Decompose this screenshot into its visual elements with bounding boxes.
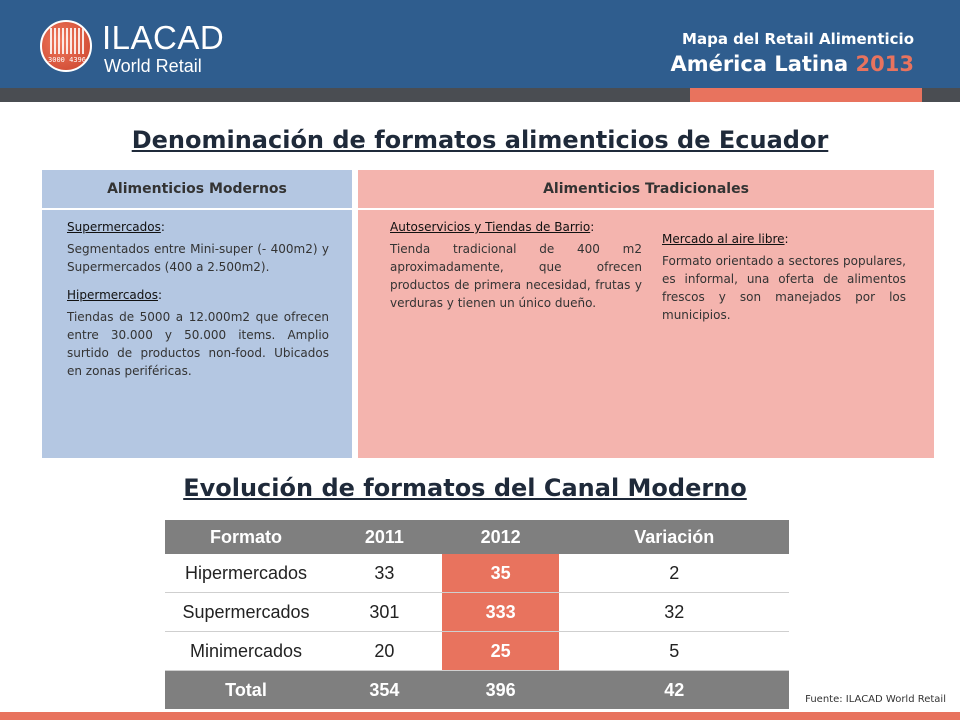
column-header: 2012 (442, 520, 560, 554)
traditional-right-column (662, 232, 906, 324)
table-cell: Hipermercados (165, 554, 327, 593)
term-mercado: Mercado al aire libre: (662, 232, 789, 246)
traditional-formats-box (358, 170, 934, 458)
header-region (670, 52, 914, 76)
table-cell: 42 (559, 671, 789, 710)
term-autoservicios: Autoservicios y Tiendas de Barrio: (390, 220, 595, 234)
table-cell-highlight: 25 (442, 632, 560, 671)
table-cell: 20 (327, 632, 442, 671)
ilacad-logo-icon (40, 20, 92, 72)
barcode-icon (50, 28, 84, 54)
region-label: América Latina (670, 52, 849, 76)
table-header-row (165, 520, 789, 554)
modern-formats-box (42, 170, 352, 458)
table-cell: 301 (327, 593, 442, 632)
term-name: Mercado al aire libre (662, 232, 785, 246)
table-row (165, 632, 789, 671)
column-header: 2011 (327, 520, 442, 554)
table-cell: Supermercados (165, 593, 327, 632)
table-cell: 5 (559, 632, 789, 671)
logo-subtitle: World Retail (104, 56, 202, 76)
table-row (165, 554, 789, 593)
column-header: Formato (165, 520, 327, 554)
section-title: Evolución de formatos del Canal Moderno (183, 474, 747, 502)
desc-supermercados: Segmentados entre Mini-super (- 400m2) y Supermercados (400 a 2.500m2). (67, 242, 329, 274)
term-hipermercados: Hipermercados: (67, 288, 163, 302)
table-cell-highlight: 35 (442, 554, 560, 593)
modern-content (67, 220, 329, 380)
header-bar (0, 0, 960, 88)
page-title: Denominación de formatos alimenticios de Ecuador (131, 126, 829, 154)
term-name: Hipermercados (67, 288, 158, 302)
table-total-row (165, 671, 789, 710)
term-name: Autoservicios y Tiendas de Barrio (390, 220, 591, 234)
desc-mercado: Formato orientado a sectores populares, es informal, una oferta de alimentos frescos y son manejados por los municipios. (662, 254, 906, 322)
traditional-heading: Alimenticios Tradicionales (358, 170, 934, 210)
table-cell: 32 (559, 593, 789, 632)
column-header: Variación (559, 520, 789, 554)
desc-hipermercados: Tiendas de 5000 a 12.000m2 que ofrecen entre 30.000 y 50.000 items. Amplio surtido de productos non-food. Ubicados en zonas periféricas. (67, 310, 329, 378)
header-accent (690, 88, 922, 102)
table-cell: 354 (327, 671, 442, 710)
footer-accent-line (0, 712, 960, 720)
table-cell: Total (165, 671, 327, 710)
table-row (165, 593, 789, 632)
modern-heading: Alimenticios Modernos (42, 170, 352, 210)
traditional-left-column (390, 220, 642, 312)
table-cell: Minimercados (165, 632, 327, 671)
evolution-table (165, 520, 789, 709)
term-name: Supermercados (67, 220, 161, 234)
table-cell: 33 (327, 554, 442, 593)
table-cell: 396 (442, 671, 560, 710)
header-title: Mapa del Retail Alimenticio (682, 30, 914, 48)
logo-name: ILACAD (102, 19, 225, 56)
table-cell-highlight: 333 (442, 593, 560, 632)
year-label: 2013 (855, 52, 914, 76)
source-note: Fuente: ILACAD World Retail (805, 694, 946, 705)
term-supermercados: Supermercados: (67, 220, 165, 234)
desc-autoservicios: Tienda tradicional de 400 m2 aproximadamente, que ofrecen productos de primera necesidad, frutas y verduras y tienen un único dueño. (390, 242, 642, 310)
logo-code: 3000 4396 (48, 56, 86, 64)
table-cell: 2 (559, 554, 789, 593)
